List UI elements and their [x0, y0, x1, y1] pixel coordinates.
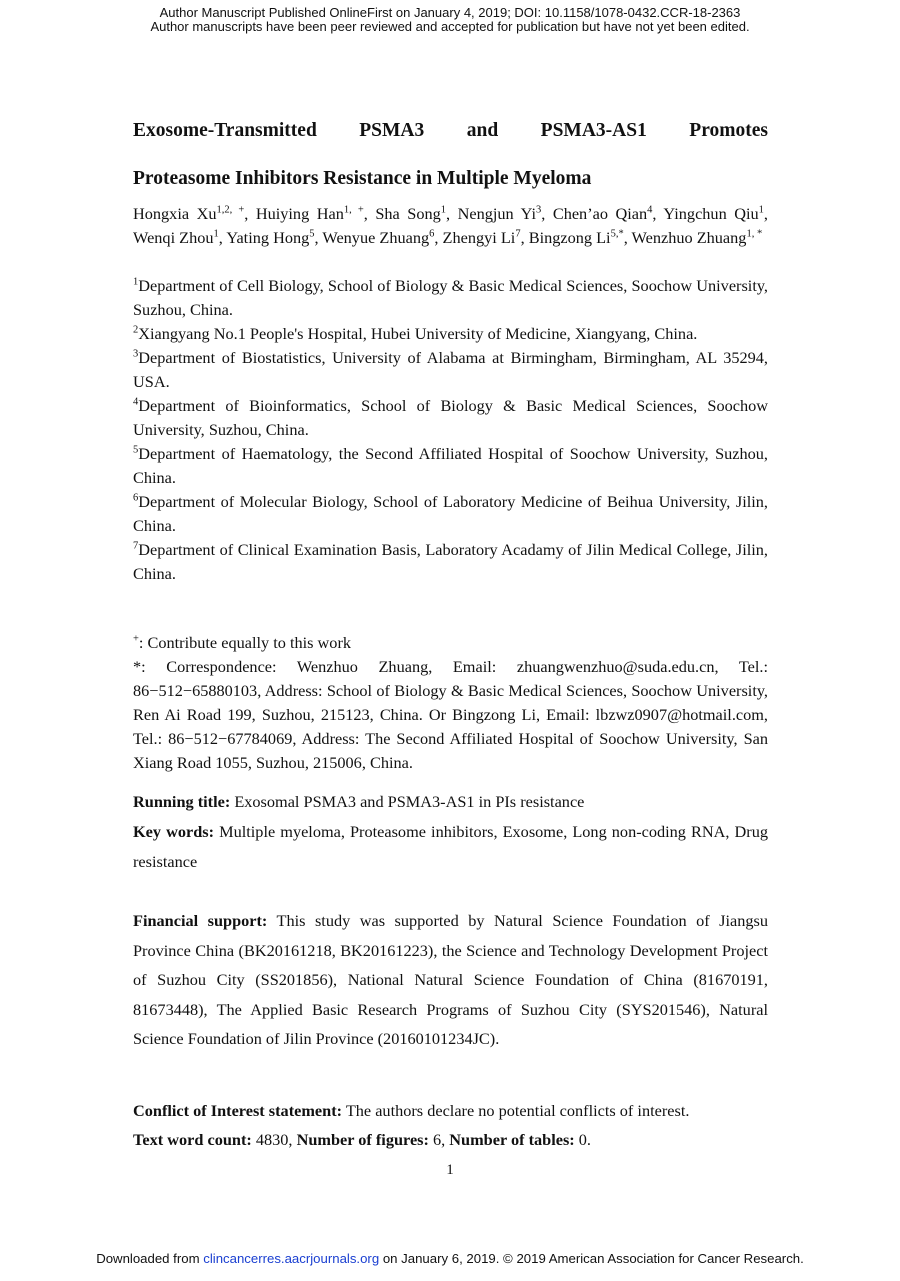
author-list — [133, 202, 768, 250]
affiliation-text: Xiangyang No.1 People's Hospital, Hubei University of Medicine, Xiangyang, China. — [138, 324, 698, 343]
affiliation-number: 5 — [133, 444, 139, 456]
author-separator: , — [218, 228, 227, 247]
affiliation-number: 4 — [133, 396, 139, 408]
author-name: Bingzong Li — [528, 228, 611, 247]
affiliation-item — [133, 442, 768, 490]
conflict-statement — [133, 1100, 768, 1122]
affiliation-number: 6 — [133, 492, 139, 504]
author-affiliation-sup: 1 — [758, 204, 764, 216]
page-number: 1 — [446, 1162, 454, 1178]
financial-support-label: Financial support: — [133, 911, 268, 930]
keywords-label: Key words: — [133, 822, 215, 841]
author-name: Huiying Han — [255, 204, 344, 223]
affiliation-number: 7 — [133, 540, 139, 552]
manuscript-header-line-1: Author Manuscript Published OnlineFirst on January 4, 2019; DOI: 10.1158/1078-0432.CCR-18-2363 — [159, 5, 741, 20]
figure-count-label: Number of figures: — [296, 1130, 429, 1149]
author-affiliation-sup: 1, * — [746, 228, 763, 240]
equal-note-text: : Contribute equally to this work — [138, 633, 352, 652]
financial-support-text: This study was supported by Natural Science Foundation of Jiangsu Province China (BK20161218, BK20161223), the Science and Technology Development Project of Suzhou City (SS201856), National Natural Science Foundation of China (81670191, 81673448), The Applied Basic Research Programs of Suzhou City (SYS201546), Natural Science Foundation of Jilin Province (20160101234JC). — [133, 911, 768, 1049]
author-separator: , — [541, 204, 553, 223]
author-name: Zhengyi Li — [442, 228, 516, 247]
author-affiliation-sup: 1, + — [343, 204, 364, 216]
author-affiliation-sup: 1 — [440, 204, 447, 216]
author-affiliation-sup: 3 — [535, 204, 542, 216]
author-separator: , — [244, 204, 256, 223]
affiliation-item — [133, 490, 768, 538]
notes-block — [133, 631, 768, 775]
running-title-label: Running title: — [133, 792, 231, 811]
journal-link[interactable]: clincancerres.aacrjournals.org — [203, 1251, 380, 1266]
affiliation-text: Department of Cell Biology, School of Biology & Basic Medical Sciences, Soochow University, Suzhou, China. — [133, 276, 768, 319]
affiliation-list — [133, 274, 768, 586]
author-affiliation-sup: 1 — [213, 228, 219, 240]
affiliation-number: 1 — [133, 276, 139, 288]
author-separator: , — [446, 204, 458, 223]
keywords — [133, 817, 768, 876]
author-name: Chen’ao Qian — [552, 204, 648, 223]
affiliation-text: Department of Biostatistics, University of Alabama at Birmingham, Birmingham, AL 35294, USA. — [133, 348, 768, 391]
equal-contribution-note — [133, 631, 768, 655]
footer-prefix: Downloaded from — [96, 1251, 204, 1266]
table-count-value: 0. — [574, 1130, 591, 1149]
author-name: Yating Hong — [226, 228, 310, 247]
running-title-text: Exosomal PSMA3 and PSMA3-AS1 in PIs resistance — [230, 792, 585, 811]
conflict-text: The authors declare no potential conflicts of interest. — [342, 1101, 690, 1120]
author-separator: , — [763, 204, 768, 223]
keywords-text: Multiple myeloma, Proteasome inhibitors, Exosome, Long non-coding RNA, Drug resistance — [133, 822, 768, 871]
author-separator: , — [314, 228, 323, 247]
running-title — [133, 791, 768, 813]
author-affiliation-sup: 6 — [429, 228, 435, 240]
affiliation-item — [133, 394, 768, 442]
figure-count-value: 6, — [428, 1130, 450, 1149]
author-name: Nengjun Yi — [457, 204, 536, 223]
affiliation-item — [133, 274, 768, 322]
conflict-label: Conflict of Interest statement: — [133, 1101, 343, 1120]
affiliation-number: 2 — [133, 324, 139, 336]
author-affiliation-sup: 5 — [309, 228, 315, 240]
author-name: Sha Song — [375, 204, 441, 223]
author-separator: , — [623, 228, 632, 247]
author-separator: , — [520, 228, 529, 247]
affiliation-item — [133, 346, 768, 394]
author-name: Hongxia Xu — [133, 204, 217, 223]
affiliation-item — [133, 538, 768, 586]
affiliation-text: Department of Bioinformatics, School of Biology & Basic Medical Sciences, Soochow University, Suzhou, China. — [133, 396, 768, 439]
download-footer — [0, 1252, 900, 1266]
equal-mark: + — [133, 633, 139, 645]
author-separator: , — [363, 204, 376, 223]
word-count-label: Text word count: — [133, 1130, 252, 1149]
author-name: Wenzhuo Zhuang — [631, 228, 747, 247]
author-name: Yingchun Qiu — [663, 204, 759, 223]
count-line — [133, 1129, 768, 1151]
affiliation-item — [133, 322, 768, 346]
financial-support — [133, 906, 768, 1054]
affiliation-number: 3 — [133, 348, 139, 360]
author-affiliation-sup: 5,* — [610, 228, 624, 240]
title-line-2: Proteasome Inhibitors Resistance in Multiple Myeloma — [133, 168, 592, 189]
author-affiliation-sup: 7 — [515, 228, 521, 240]
title-line-1: Exosome-Transmitted PSMA3 and PSMA3-AS1 Promotes — [133, 120, 768, 141]
author-affiliation-sup: 1,2, + — [216, 204, 245, 216]
author-affiliation-sup: 4 — [647, 204, 653, 216]
author-name: Wenqi Zhou — [133, 228, 214, 247]
affiliation-text: Department of Haematology, the Second Affiliated Hospital of Soochow University, Suzhou, China. — [133, 444, 768, 487]
affiliation-text: Department of Molecular Biology, School of Laboratory Medicine of Beihua University, Jilin, China. — [133, 492, 768, 535]
author-name: Wenyue Zhuang — [322, 228, 430, 247]
word-count-value: 4830, — [251, 1130, 297, 1149]
author-separator: , — [652, 204, 664, 223]
correspondence-note: *: Correspondence: Wenzhuo Zhuang, Email: zhuangwenzhuo@suda.edu.cn, Tel.: 86−512−65880103, Address: School of Biology & Basic Medical Sciences, Soochow University, Ren Ai Road 199, Suzhou, 215123, China. Or Bingzong Li, Email: lbzwz0907@hotmail.com, Tel.: 86−512−67784069, Address: The Second Affiliated Hospital of Soochow University, San Xiang Road 1055, Suzhou, 215006, China. — [133, 657, 768, 772]
footer-suffix: on January 6, 2019. © 2019 American Association for Cancer Research. — [379, 1251, 804, 1266]
affiliation-text: Department of Clinical Examination Basis, Laboratory Acadamy of Jilin Medical College, Jilin, China. — [133, 540, 768, 583]
table-count-label: Number of tables: — [449, 1130, 575, 1149]
author-separator: , — [434, 228, 443, 247]
manuscript-header-line-2: Author manuscripts have been peer reviewed and accepted for publication but have not yet been edited. — [150, 19, 750, 34]
